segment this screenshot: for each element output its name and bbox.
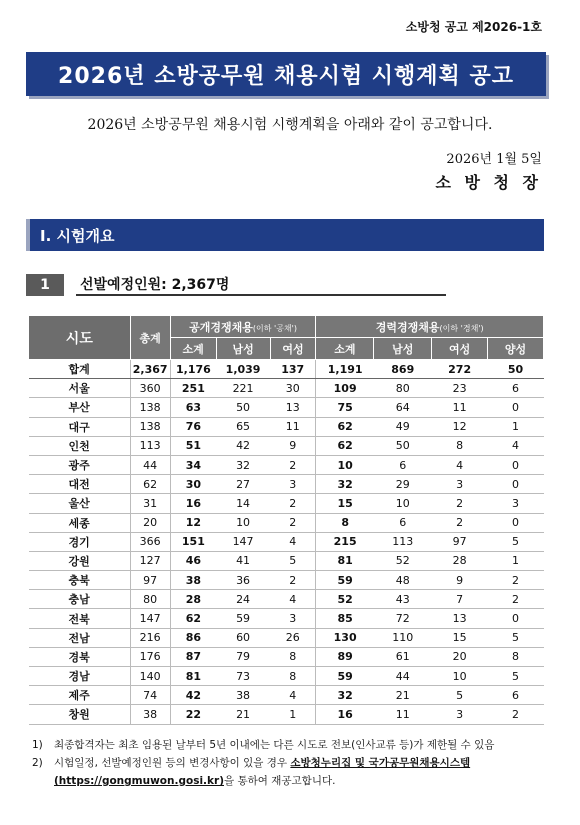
value-cell: 4 xyxy=(270,686,316,705)
value-cell: 86 xyxy=(170,628,216,647)
value-cell: 151 xyxy=(170,532,216,551)
value-cell: 4 xyxy=(270,590,316,609)
value-cell: 38 xyxy=(130,705,170,724)
value-cell: 8 xyxy=(270,667,316,686)
value-cell: 24 xyxy=(216,590,270,609)
value-cell: 62 xyxy=(130,475,170,494)
value-cell: 9 xyxy=(432,571,488,590)
value-cell: 31 xyxy=(130,494,170,513)
value-cell: 36 xyxy=(216,571,270,590)
total-row xyxy=(29,360,544,379)
table-row xyxy=(29,551,544,570)
region-cell: 서울 xyxy=(29,379,131,398)
value-cell: 1 xyxy=(488,551,544,570)
value-cell: 1,191 xyxy=(316,360,374,379)
value-cell: 138 xyxy=(130,398,170,417)
value-cell: 26 xyxy=(270,628,316,647)
value-cell: 44 xyxy=(374,667,432,686)
header-career-subtotal: 소계 xyxy=(316,338,374,360)
footnote-1: 1) 최종합격자는 최초 임용된 날부터 5년 이내에는 다른 시도로 전보(인사교류 등)가 제한될 수 있음 xyxy=(32,739,495,751)
value-cell: 61 xyxy=(374,647,432,666)
region-cell: 전북 xyxy=(29,609,131,628)
value-cell: 215 xyxy=(316,532,374,551)
value-cell: 6 xyxy=(488,379,544,398)
region-cell: 제주 xyxy=(29,686,131,705)
footnote-2: 2) 시험일정, 선발예정인원 등의 변경사항이 있을 경우 소방청누리집 및 국가공무원채용시스템 (https://gongmuwon.gosi.kr)을 통하여 재공고합니다. xyxy=(32,757,471,787)
value-cell: 60 xyxy=(216,628,270,647)
subsection-number: 1 xyxy=(26,274,64,296)
value-cell: 137 xyxy=(270,360,316,379)
value-cell: 38 xyxy=(170,571,216,590)
header-open-subtotal: 소계 xyxy=(170,338,216,360)
value-cell: 11 xyxy=(270,417,316,436)
value-cell: 65 xyxy=(216,417,270,436)
table-row xyxy=(29,475,544,494)
value-cell: 21 xyxy=(374,686,432,705)
value-cell: 272 xyxy=(432,360,488,379)
value-cell: 42 xyxy=(216,436,270,455)
table-row xyxy=(29,590,544,609)
table-row xyxy=(29,609,544,628)
value-cell: 49 xyxy=(374,417,432,436)
table-row xyxy=(29,571,544,590)
value-cell: 10 xyxy=(374,494,432,513)
value-cell: 32 xyxy=(316,686,374,705)
table-row xyxy=(29,705,544,724)
value-cell: 73 xyxy=(216,667,270,686)
value-cell: 6 xyxy=(374,513,432,532)
value-cell: 2 xyxy=(270,494,316,513)
region-cell: 합계 xyxy=(29,360,131,379)
value-cell: 16 xyxy=(316,705,374,724)
header-career-female: 여성 xyxy=(432,338,488,360)
header-career-both: 양성 xyxy=(488,338,544,360)
value-cell: 2 xyxy=(432,494,488,513)
value-cell: 42 xyxy=(170,686,216,705)
value-cell: 10 xyxy=(316,455,374,474)
value-cell: 1 xyxy=(488,417,544,436)
value-cell: 2 xyxy=(488,590,544,609)
value-cell: 21 xyxy=(216,705,270,724)
subsection-title: 선발예정인원: 2,367명 xyxy=(76,274,446,296)
table-row xyxy=(29,398,544,417)
value-cell: 4 xyxy=(488,436,544,455)
value-cell: 32 xyxy=(316,475,374,494)
issuer: 소 방 청 장 xyxy=(435,173,542,192)
value-cell: 32 xyxy=(216,455,270,474)
intro-text: 2026년 소방공무원 채용시험 시행계획을 아래와 같이 공고합니다. xyxy=(87,117,493,133)
value-cell: 8 xyxy=(270,647,316,666)
value-cell: 10 xyxy=(216,513,270,532)
value-cell: 5 xyxy=(432,686,488,705)
notice-date: 2026년 1월 5일 xyxy=(446,152,542,167)
value-cell: 869 xyxy=(374,360,432,379)
value-cell: 81 xyxy=(316,551,374,570)
region-cell: 경기 xyxy=(29,532,131,551)
value-cell: 62 xyxy=(316,436,374,455)
footnotes xyxy=(32,736,552,790)
value-cell: 20 xyxy=(432,647,488,666)
value-cell: 51 xyxy=(170,436,216,455)
header-open-female: 여성 xyxy=(270,338,316,360)
value-cell: 11 xyxy=(374,705,432,724)
value-cell: 7 xyxy=(432,590,488,609)
header-career-group: 경력경쟁채용(이하 '경채') xyxy=(316,316,544,338)
header-open-group: 공개경쟁채용(이하 '공채') xyxy=(170,316,316,338)
value-cell: 109 xyxy=(316,379,374,398)
region-cell: 충남 xyxy=(29,590,131,609)
table-row xyxy=(29,628,544,647)
value-cell: 10 xyxy=(432,667,488,686)
value-cell: 130 xyxy=(316,628,374,647)
page-title: 2026년 소방공무원 채용시험 시행계획 공고 xyxy=(26,52,546,96)
value-cell: 79 xyxy=(216,647,270,666)
region-cell: 전남 xyxy=(29,628,131,647)
value-cell: 1 xyxy=(270,705,316,724)
value-cell: 0 xyxy=(488,398,544,417)
value-cell: 38 xyxy=(216,686,270,705)
value-cell: 2 xyxy=(270,513,316,532)
value-cell: 23 xyxy=(432,379,488,398)
value-cell: 3 xyxy=(432,705,488,724)
value-cell: 5 xyxy=(488,628,544,647)
value-cell: 5 xyxy=(488,667,544,686)
value-cell: 16 xyxy=(170,494,216,513)
value-cell: 30 xyxy=(170,475,216,494)
region-cell: 강원 xyxy=(29,551,131,570)
value-cell: 3 xyxy=(270,609,316,628)
value-cell: 8 xyxy=(488,647,544,666)
region-cell: 인천 xyxy=(29,436,131,455)
value-cell: 63 xyxy=(170,398,216,417)
value-cell: 62 xyxy=(170,609,216,628)
table-row xyxy=(29,647,544,666)
value-cell: 48 xyxy=(374,571,432,590)
value-cell: 2 xyxy=(488,571,544,590)
value-cell: 15 xyxy=(432,628,488,647)
value-cell: 52 xyxy=(316,590,374,609)
value-cell: 44 xyxy=(130,455,170,474)
value-cell: 366 xyxy=(130,532,170,551)
value-cell: 9 xyxy=(270,436,316,455)
header-open-male: 남성 xyxy=(216,338,270,360)
table-row xyxy=(29,494,544,513)
value-cell: 14 xyxy=(216,494,270,513)
value-cell: 62 xyxy=(316,417,374,436)
region-cell: 부산 xyxy=(29,398,131,417)
value-cell: 50 xyxy=(374,436,432,455)
region-cell: 울산 xyxy=(29,494,131,513)
value-cell: 97 xyxy=(432,532,488,551)
link-gosi[interactable]: (https://gongmuwon.gosi.kr) xyxy=(54,775,224,787)
region-cell: 세종 xyxy=(29,513,131,532)
value-cell: 13 xyxy=(432,609,488,628)
value-cell: 1,039 xyxy=(216,360,270,379)
value-cell: 50 xyxy=(216,398,270,417)
value-cell: 46 xyxy=(170,551,216,570)
header-region: 시도 xyxy=(29,316,131,360)
value-cell: 30 xyxy=(270,379,316,398)
value-cell: 80 xyxy=(374,379,432,398)
value-cell: 138 xyxy=(130,417,170,436)
value-cell: 29 xyxy=(374,475,432,494)
value-cell: 27 xyxy=(216,475,270,494)
value-cell: 251 xyxy=(170,379,216,398)
region-cell: 창원 xyxy=(29,705,131,724)
value-cell: 11 xyxy=(432,398,488,417)
value-cell: 1,176 xyxy=(170,360,216,379)
notice-number: 소방청 공고 제2026-1호 xyxy=(405,20,542,34)
value-cell: 6 xyxy=(374,455,432,474)
value-cell: 2,367 xyxy=(130,360,170,379)
table-row xyxy=(29,513,544,532)
value-cell: 28 xyxy=(432,551,488,570)
table-row xyxy=(29,686,544,705)
value-cell: 13 xyxy=(270,398,316,417)
table-row xyxy=(29,379,544,398)
value-cell: 64 xyxy=(374,398,432,417)
table-row xyxy=(29,455,544,474)
region-cell: 광주 xyxy=(29,455,131,474)
header-total: 총계 xyxy=(130,316,170,360)
region-cell: 대구 xyxy=(29,417,131,436)
value-cell: 140 xyxy=(130,667,170,686)
value-cell: 4 xyxy=(432,455,488,474)
link-nuri[interactable]: 소방청누리집 및 국가공무원채용시스템 xyxy=(290,757,471,769)
value-cell: 87 xyxy=(170,647,216,666)
value-cell: 147 xyxy=(216,532,270,551)
value-cell: 2 xyxy=(270,455,316,474)
value-cell: 72 xyxy=(374,609,432,628)
value-cell: 52 xyxy=(374,551,432,570)
table-row xyxy=(29,436,544,455)
value-cell: 2 xyxy=(270,571,316,590)
table-row xyxy=(29,417,544,436)
value-cell: 81 xyxy=(170,667,216,686)
value-cell: 85 xyxy=(316,609,374,628)
value-cell: 76 xyxy=(170,417,216,436)
value-cell: 15 xyxy=(316,494,374,513)
value-cell: 0 xyxy=(488,513,544,532)
header-career-male: 남성 xyxy=(374,338,432,360)
value-cell: 20 xyxy=(130,513,170,532)
region-cell: 충북 xyxy=(29,571,131,590)
value-cell: 80 xyxy=(130,590,170,609)
value-cell: 22 xyxy=(170,705,216,724)
value-cell: 113 xyxy=(130,436,170,455)
value-cell: 113 xyxy=(374,532,432,551)
value-cell: 176 xyxy=(130,647,170,666)
region-cell: 경남 xyxy=(29,667,131,686)
value-cell: 0 xyxy=(488,455,544,474)
value-cell: 50 xyxy=(488,360,544,379)
value-cell: 2 xyxy=(432,513,488,532)
value-cell: 28 xyxy=(170,590,216,609)
value-cell: 8 xyxy=(432,436,488,455)
value-cell: 2 xyxy=(488,705,544,724)
value-cell: 12 xyxy=(432,417,488,436)
value-cell: 5 xyxy=(270,551,316,570)
value-cell: 12 xyxy=(170,513,216,532)
value-cell: 59 xyxy=(316,571,374,590)
value-cell: 34 xyxy=(170,455,216,474)
value-cell: 6 xyxy=(488,686,544,705)
value-cell: 147 xyxy=(130,609,170,628)
region-cell: 경북 xyxy=(29,647,131,666)
value-cell: 110 xyxy=(374,628,432,647)
value-cell: 0 xyxy=(488,475,544,494)
value-cell: 4 xyxy=(270,532,316,551)
table-row xyxy=(29,667,544,686)
value-cell: 221 xyxy=(216,379,270,398)
value-cell: 0 xyxy=(488,609,544,628)
value-cell: 127 xyxy=(130,551,170,570)
value-cell: 41 xyxy=(216,551,270,570)
value-cell: 5 xyxy=(488,532,544,551)
value-cell: 89 xyxy=(316,647,374,666)
value-cell: 59 xyxy=(316,667,374,686)
value-cell: 8 xyxy=(316,513,374,532)
value-cell: 74 xyxy=(130,686,170,705)
value-cell: 360 xyxy=(130,379,170,398)
value-cell: 3 xyxy=(270,475,316,494)
value-cell: 97 xyxy=(130,571,170,590)
value-cell: 3 xyxy=(488,494,544,513)
section-heading: Ⅰ. 시험개요 xyxy=(26,219,544,251)
value-cell: 3 xyxy=(432,475,488,494)
value-cell: 43 xyxy=(374,590,432,609)
table-row xyxy=(29,532,544,551)
value-cell: 59 xyxy=(216,609,270,628)
recruitment-table xyxy=(28,315,544,725)
region-cell: 대전 xyxy=(29,475,131,494)
value-cell: 75 xyxy=(316,398,374,417)
value-cell: 216 xyxy=(130,628,170,647)
